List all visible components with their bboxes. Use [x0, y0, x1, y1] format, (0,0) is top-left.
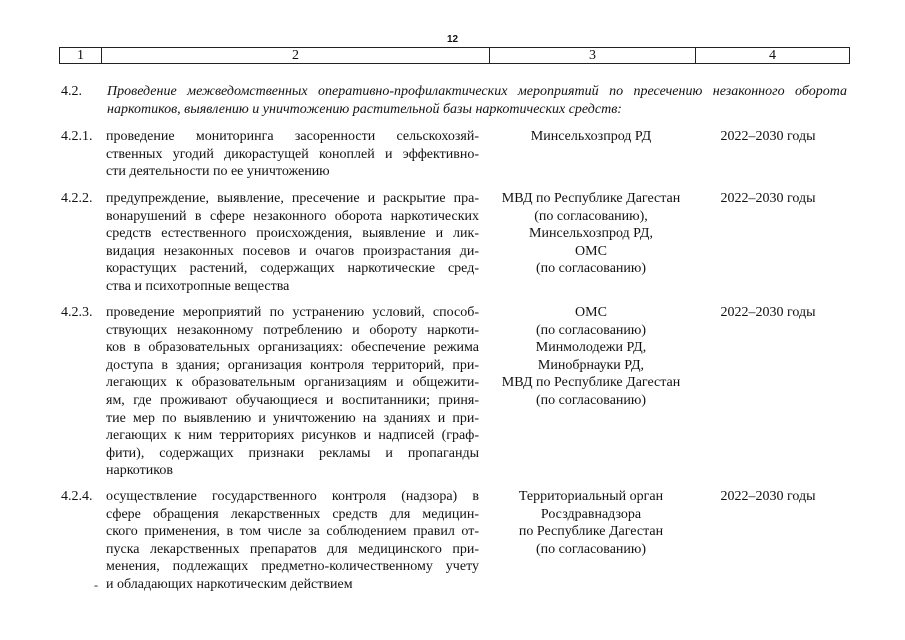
- executor-line: МВД по Республике Дагестан: [501, 191, 681, 206]
- executor-line: Минсельхозпрод РД: [530, 129, 652, 144]
- executor-line: Минобрнауки РД,: [537, 357, 645, 373]
- column-number-4: 4: [769, 48, 776, 63]
- executor-line: (по согласованию): [535, 392, 647, 408]
- row-period: 2022–2030 годы: [720, 129, 816, 144]
- row-executor: [489, 128, 693, 146]
- description-line: сфере обращения лекарственных средств для медицин-: [106, 506, 479, 522]
- row-period: 2022–2030 годы: [720, 305, 816, 320]
- description-line: корастущих растений, содержащих наркотические сред-: [106, 261, 479, 277]
- description-line: проведение мониторинга засоренности сельскохозяй-: [106, 129, 479, 144]
- row-description: [106, 128, 479, 181]
- executor-line: (по согласованию): [535, 261, 647, 277]
- description-line: легающих к образовательным организациям и общежити-: [106, 375, 479, 391]
- description-line: ков в образовательных организациях: обеспечение режима: [106, 340, 479, 356]
- margin-mark: -: [94, 578, 98, 592]
- executor-line: МВД по Республике Дагестан: [501, 375, 681, 391]
- description-line: ства и психотропные вещества: [106, 278, 290, 294]
- executor-line: ОМС: [575, 305, 607, 320]
- row-description: [106, 488, 479, 594]
- row-executor: [489, 488, 693, 558]
- executor-line: по Республике Дагестан: [518, 524, 664, 540]
- description-line: ственных угодий дикорастущей коноплей и эффективно-: [106, 146, 479, 162]
- executor-line: ОМС: [575, 243, 607, 259]
- description-line: ствующих незаконному потреблению и обороту наркоти-: [106, 322, 479, 338]
- description-line: осуществление государственного контроля (надзора) в: [106, 489, 479, 504]
- row-description: [106, 304, 479, 480]
- executor-line: Минсельхозпрод РД,: [529, 226, 653, 242]
- row-number: 4.2.1.: [61, 129, 93, 144]
- description-line: пуска лекарственных препаратов для медицинского при-: [106, 541, 479, 557]
- column-number-2: 2: [102, 48, 490, 63]
- column-number-1: 1: [60, 48, 102, 63]
- row-number: 4.2.4.: [61, 489, 93, 504]
- executor-line: Минмолодежи РД,: [535, 340, 647, 356]
- section-number: 4.2.: [61, 84, 82, 99]
- description-line: фити), содержащих признаки рекламы и пропаганды: [106, 445, 479, 461]
- description-line: и обладающих наркотическим действием: [106, 576, 353, 592]
- row-executor: [489, 304, 693, 410]
- description-line: тие мер по выявлению и уничтожению на зданиях и при-: [106, 410, 479, 426]
- description-line: вонарушений в сфере незаконного оборота наркотических: [106, 208, 479, 224]
- description-line: сти деятельности по ее уничтожению: [106, 164, 330, 180]
- description-line: видация незаконных посевов и очагов произрастания ди-: [106, 243, 479, 259]
- page-number: 12: [446, 34, 459, 45]
- column-number-3: 3: [490, 48, 696, 63]
- description-line: ского применения, в том числе за соблюдением правил от-: [106, 524, 479, 540]
- description-line: средств естественного происхождения, выявление и лик-: [106, 226, 479, 242]
- description-line: предупреждение, выявление, пресечение и раскрытие пра-: [106, 191, 479, 206]
- row-description: [106, 190, 479, 296]
- executor-line: (по согласованию): [535, 322, 647, 338]
- row-executor: [489, 190, 693, 278]
- row-period: 2022–2030 годы: [720, 489, 816, 504]
- row-number: 4.2.3.: [61, 305, 93, 320]
- column-header-row: [59, 47, 850, 64]
- description-line: ям, где проживают обучающиеся и воспитанники; приня-: [106, 392, 479, 408]
- section-title: Проведение межведомственных оперативно-профилактических мероприятий по пресечению незаконного оборота наркотиков, выявлению и уничтожению растительной базы наркотических средств:: [107, 84, 847, 117]
- description-line: легающих к ним территориях рисунков и надписей (граф-: [106, 428, 479, 444]
- description-line: наркотиков: [106, 463, 173, 479]
- description-line: проведение мероприятий по устранению условий, способ-: [106, 305, 479, 320]
- executor-line: (по согласованию): [535, 541, 647, 557]
- description-line: менения, подлежащих предметно-количественному учету: [106, 559, 479, 575]
- row-number: 4.2.2.: [61, 191, 93, 206]
- row-period: 2022–2030 годы: [720, 191, 816, 206]
- executor-line: Территориальный орган: [518, 489, 664, 504]
- description-line: доступа в здания; организация контроля территорий, при-: [106, 357, 479, 373]
- executor-line: (по согласованию),: [534, 208, 648, 224]
- executor-line: Росздравнадзора: [540, 506, 642, 522]
